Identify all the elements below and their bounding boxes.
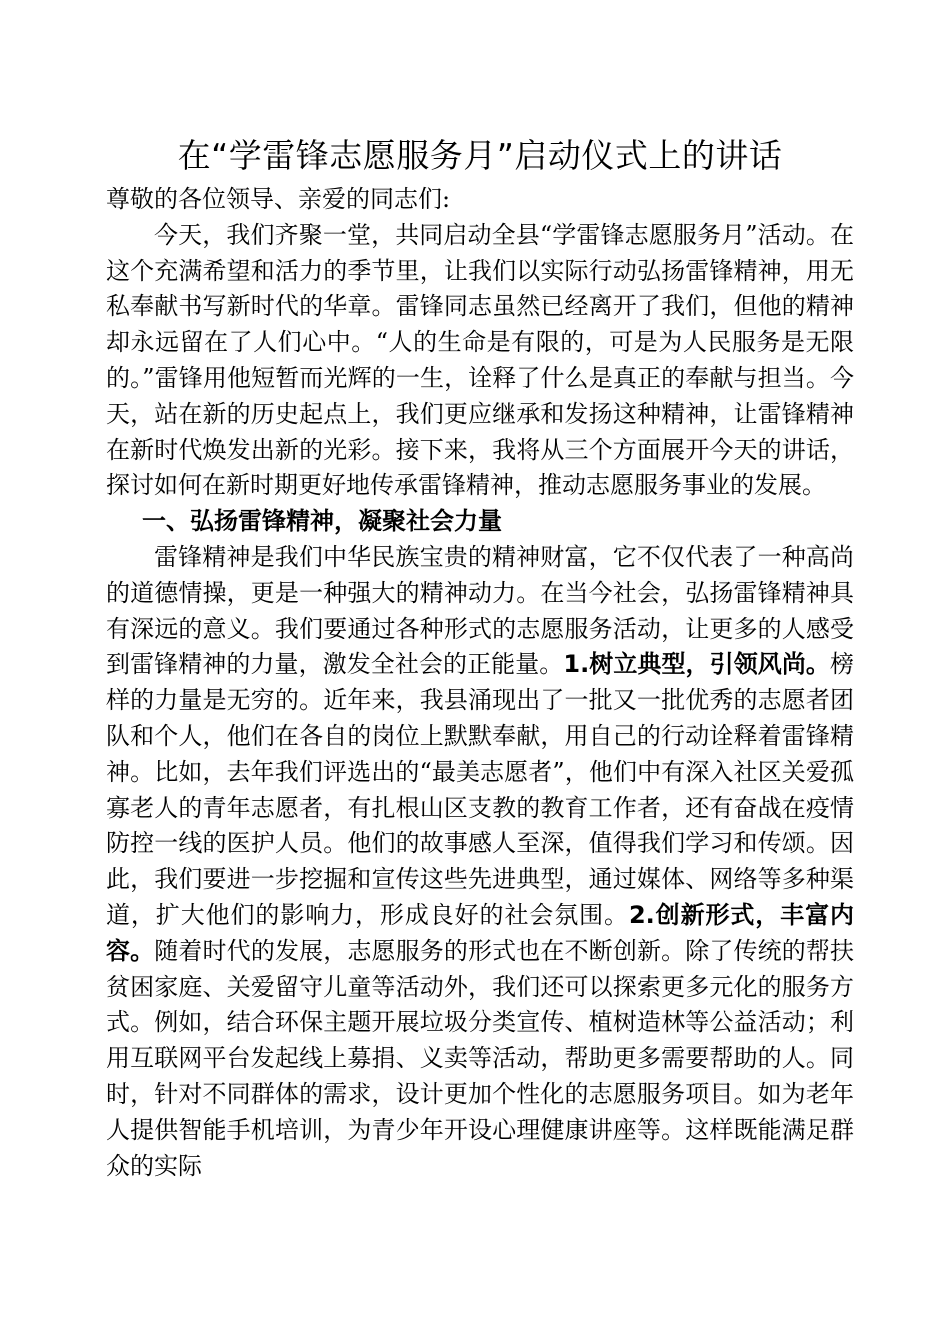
section-heading-1: 一、弘扬雷锋精神，凝聚社会力量 (142, 507, 502, 536)
section-1-text: 雷锋精神是我们中华民族宝贵的精神财富，它不仅代表了一种高尚的道德情操，更是一种强大的精神动力。在当今社会，弘扬雷锋精神具有深远的意义。我们要通过各种形式的志愿服务活动，让更多的人感受到雷锋精神的力量，激发全社会的正能量。 (106, 542, 854, 679)
page-title: 在“学雷锋志愿服务月”启动仪式上的讲话 (177, 136, 783, 175)
document-body (106, 182, 854, 1184)
point-1-title: 1.树立典型，引领风尚。 (563, 650, 830, 679)
point-2-text: 随着时代的发展，志愿服务的形式也在不断创新。除了传统的帮扶贫困家庭、关爱留守儿童等活动外，我们还可以探索更多元化的服务方式。例如，结合环保主题开展垃圾分类宣传、植树造林等公益活动；利用互联网平台发起线上募捐、义卖等活动，帮助更多需要帮助的人。同时，针对不同群体的需求，设计更加个性化的志愿服务项目。如为老年人提供智能手机培训，为青少年开设心理健康讲座等。这样既能满足群众的实际 (106, 936, 855, 1180)
intro-paragraph: 今天，我们齐聚一堂，共同启动全县“学雷锋志愿服务月”活动。在这个充满希望和活力的季节里，让我们以实际行动弘扬雷锋精神，用无私奉献书写新时代的华章。雷锋同志虽然已经离开了我们，但他的精神却永远留在了人们心中。“人的生命是有限的，可是为人民服务是无限的。”雷锋用他短暂而光辉的一生，诠释了什么是真正的奉献与担当。今天，站在新的历史起点上，我们更应继承和发扬这种精神，让雷锋精神在新时代焕发出新的光彩。接下来，我将从三个方面展开今天的讲话，探讨如何在新时期更好地传承雷锋精神，推动志愿服务事业的发展。 (106, 220, 854, 500)
section-1-paragraph (106, 540, 854, 1184)
point-1-text: 榜样的力量是无穷的。近年来，我县涌现出了一批又一批优秀的志愿者团队和个人，他们在各自的岗位上默默奉献，用自己的行动诠释着雷锋精神。比如，去年我们评选出的“最美志愿者”，他们中有深入社区关爱孤寡老人的青年志愿者，有扎根山区支教的教育工作者，还有奋战在疫情防控一线的医护人员。他们的故事感人至深，值得我们学习和传颂。因此，我们要进一步挖掘和宣传这些先进典型，通过媒体、网络等多种渠道，扩大他们的影响力，形成良好的社会氛围。 (106, 650, 854, 929)
point-2-title: 2.创新形式，丰富内容。 (106, 900, 854, 965)
salutation: 尊敬的各位领导、亲爱的同志们: (106, 185, 451, 213)
